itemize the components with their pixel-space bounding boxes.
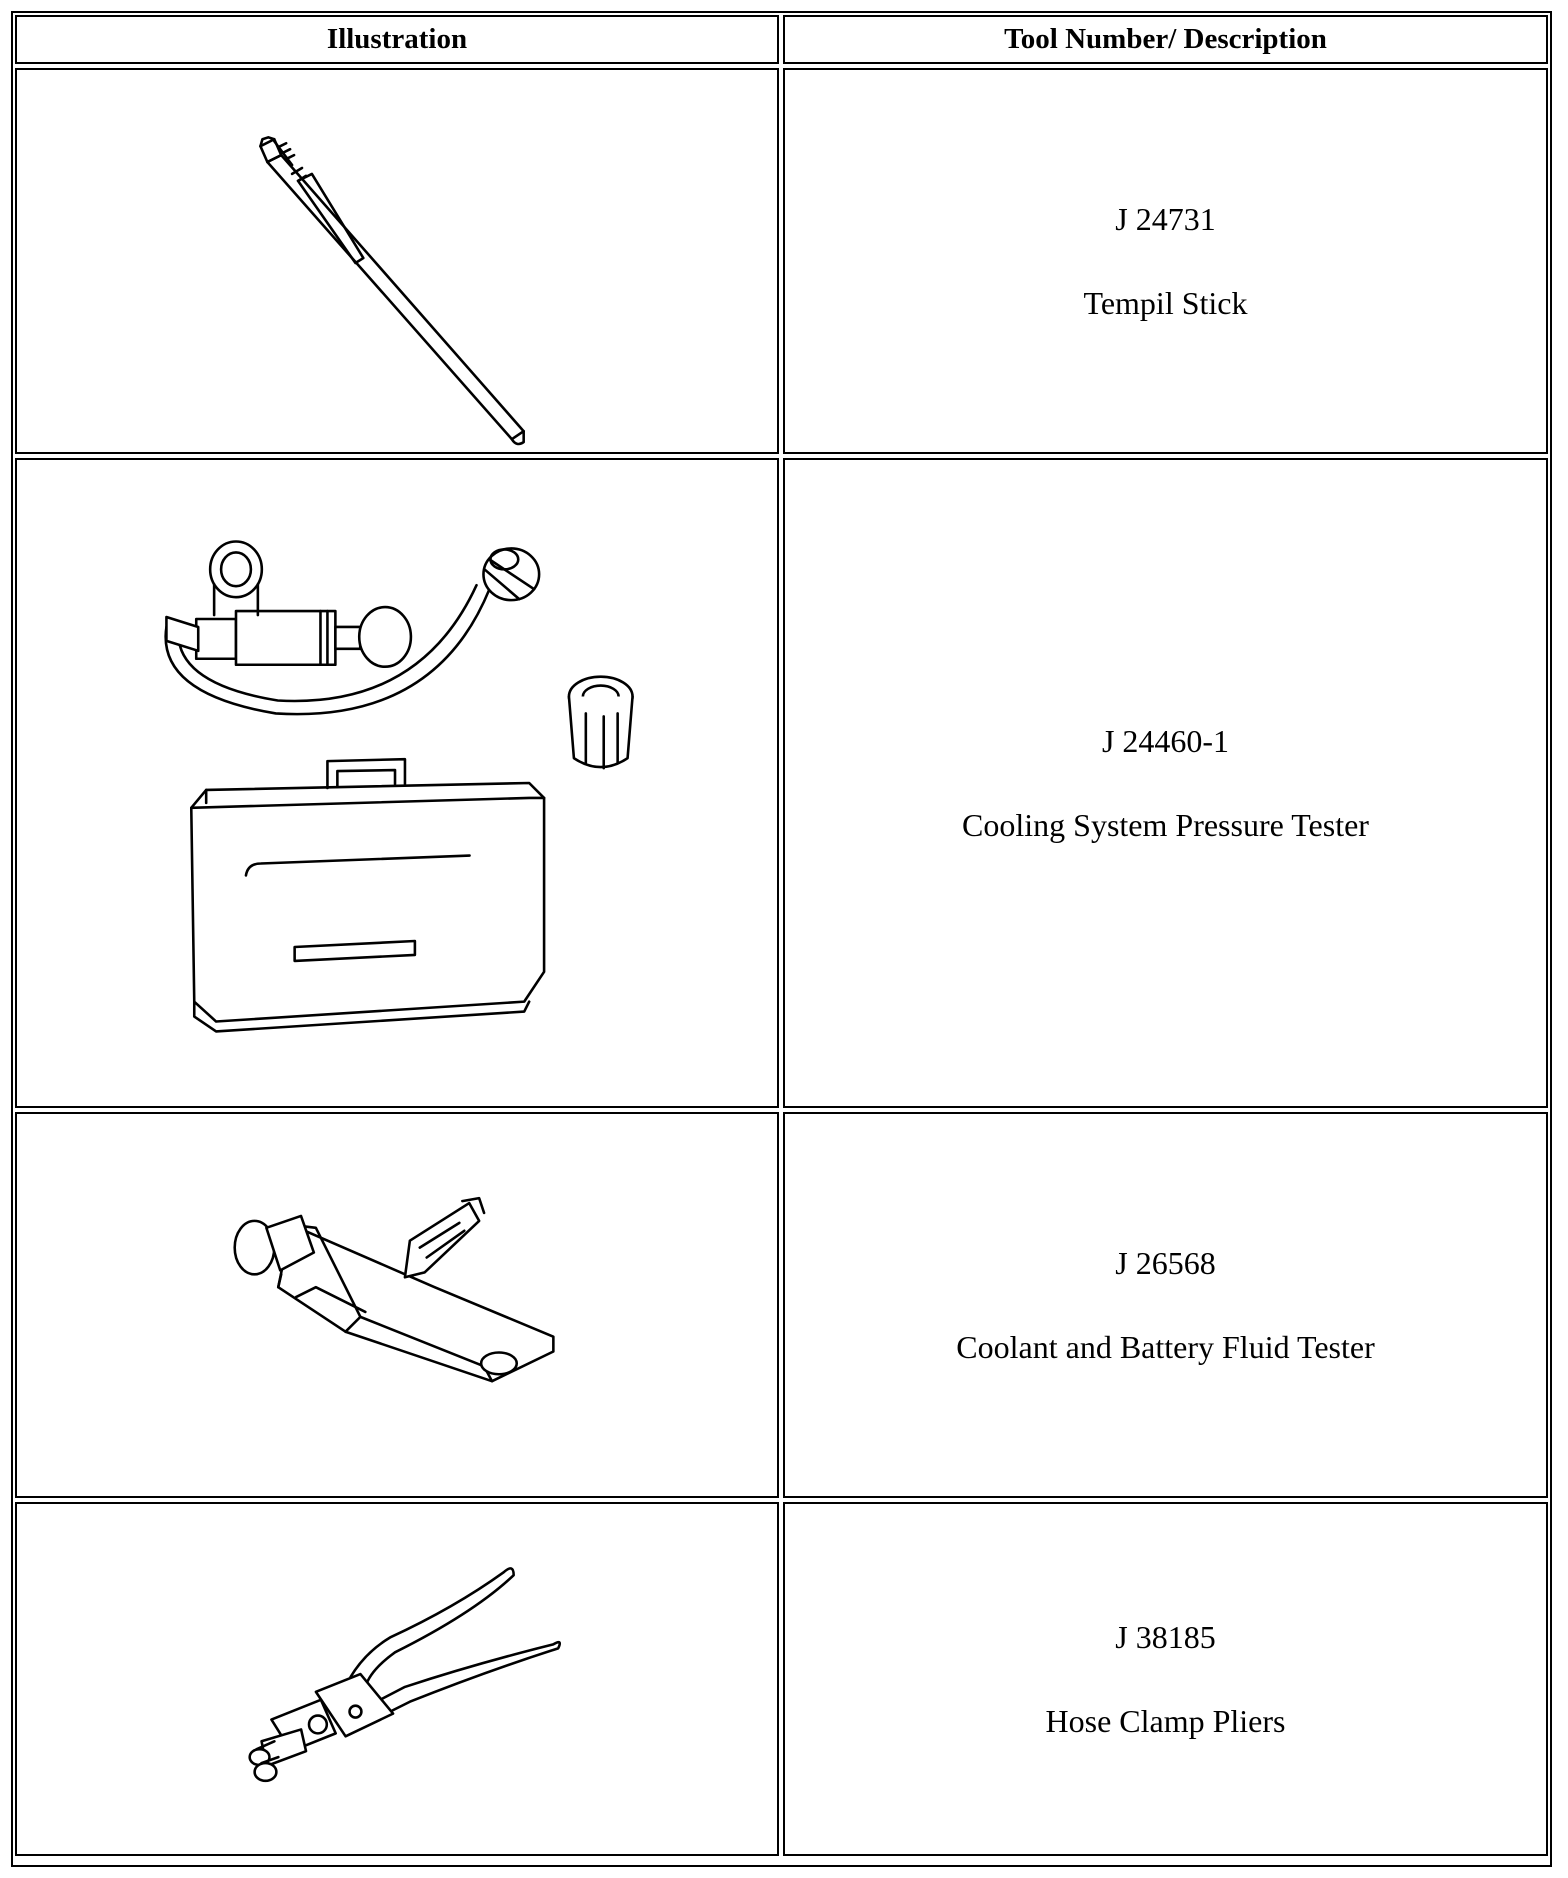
tool-number: J 38185 <box>1115 1618 1216 1655</box>
header-illustration <box>15 15 779 64</box>
row-1-illustration-cell <box>15 68 779 454</box>
row-3-description-cell <box>783 1112 1548 1498</box>
row-2-description-cell <box>783 458 1548 1108</box>
tool-description: Hose Clamp Pliers <box>1045 1702 1286 1739</box>
tempil-stick-illustration <box>17 70 777 452</box>
fluid-tester-illustration <box>17 1114 777 1496</box>
pressure-tester-illustration <box>17 460 777 1106</box>
tool-number: J 26568 <box>1115 1244 1216 1281</box>
header-description <box>783 15 1548 64</box>
header-illustration-label: Illustration <box>326 23 468 55</box>
tool-description: Cooling System Pressure Tester <box>962 806 1369 843</box>
tool-description: Coolant and Battery Fluid Tester <box>956 1328 1375 1365</box>
row-1-description-cell <box>783 68 1548 454</box>
row-3-illustration-cell <box>15 1112 779 1498</box>
row-4-illustration-cell <box>15 1502 779 1856</box>
hose-clamp-pliers-illustration <box>17 1504 777 1854</box>
row-2-illustration-cell <box>15 458 779 1108</box>
tool-number: J 24731 <box>1115 200 1216 237</box>
header-description-label: Tool Number/ Description <box>1004 23 1327 55</box>
tool-number: J 24460-1 <box>1101 722 1230 759</box>
row-4-description-cell <box>783 1502 1548 1856</box>
tool-description: Tempil Stick <box>1083 284 1248 321</box>
